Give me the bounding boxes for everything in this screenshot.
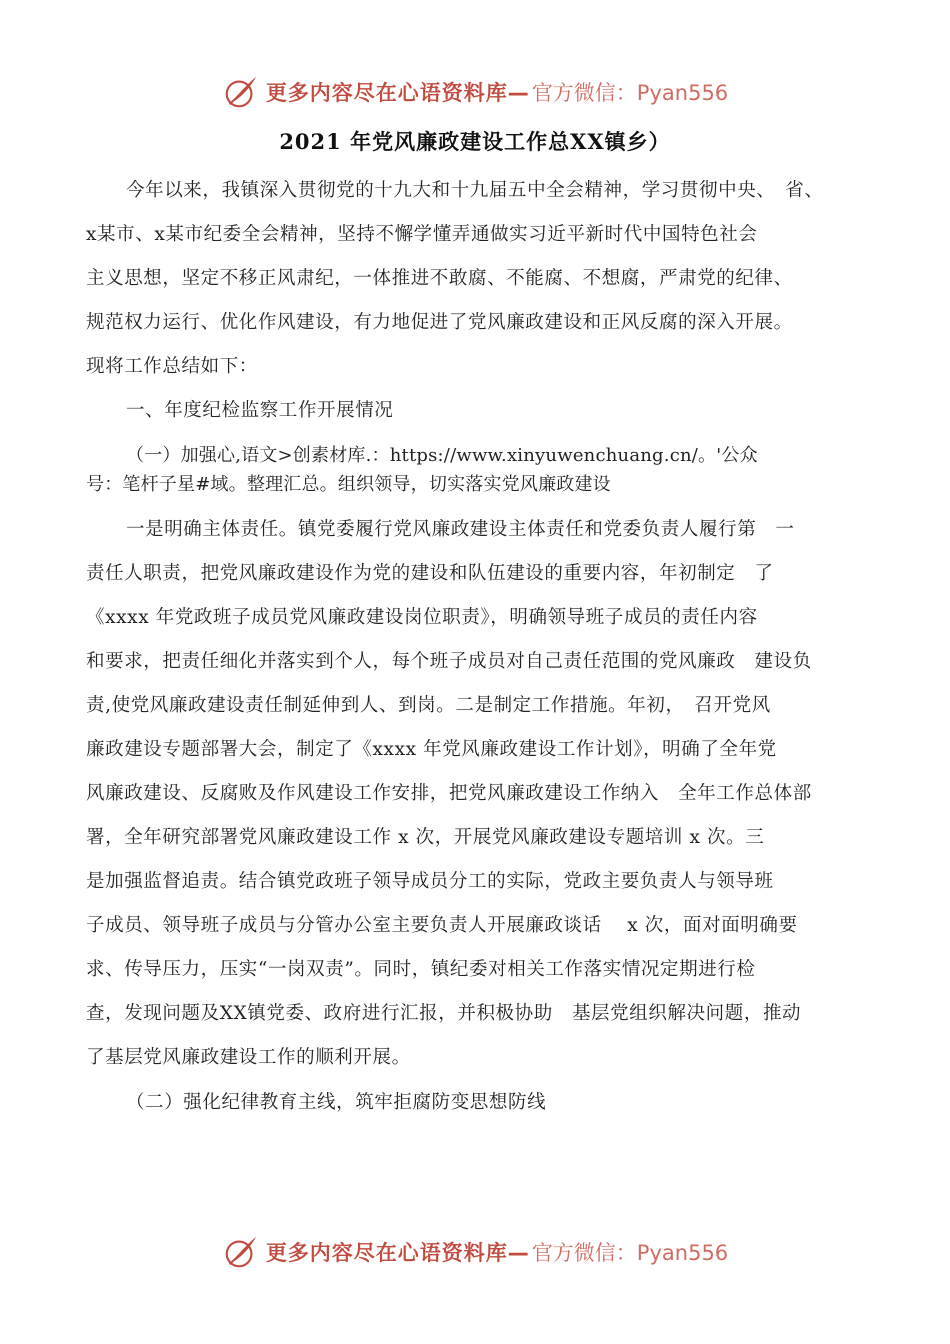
paragraph-line: 了基层党风廉政建设工作的顺利开展。 [86,1047,411,1068]
watermark-banner-top [0,72,950,112]
paragraph-line: 《xxxx 年党政班子成员党风廉政建设岗位职责》，明确领导班子成员的责任内容 [86,607,758,628]
paragraph-line: 主义思想，坚定不移正风肃纪，一体推进不敢腐、不能腐、不想腐，严肃党的纪律、 [86,268,793,289]
paragraph-line: 和要求，把责任细化并落实到个人，每个班子成员对自己责任范围的党风廉政 建设负 [86,651,812,672]
paragraph-line: 今年以来，我镇深入贯彻党的十九大和十九届五中全会精神，学习贯彻中央、 省、 [126,180,824,201]
subsection-heading: （二）强化纪律教育主线，筑牢拒腐防变思想防线 [126,1092,547,1113]
watermark-wechat-text: 官方微信：Pyan556 [531,1241,729,1265]
paragraph-line: 廉政建设专题部署大会，制定了《xxxx 年党风廉政建设工作计划》，明确了全年党 [86,739,777,760]
paragraph-line: 子成员、领导班子成员与分管办公室主要负责人开展廉政谈话 x 次，面对面明确要 [86,915,798,936]
paragraph-line: x某市、x某市纪委全会精神，坚持不懈学懂弄通做实习近平新时代中国特色社会 [86,224,758,245]
quill-logo-icon [222,1233,260,1271]
paragraph-line: 现将工作总结如下： [86,356,258,377]
paragraph-line: 署，全年研究部署党风廉政建设工作 x 次，开展党风廉政建设专题培训 x 次。三 [86,827,765,848]
paragraph-line: 一是明确主体责任。镇党委履行党风廉政建设主体责任和党委负责人履行第 一 [126,519,795,540]
paragraph-line: 责任人职责，把党风廉政建设作为党的建设和队伍建设的重要内容，年初制定 了 [86,563,774,584]
paragraph-line: 求、传导压力，压实“一岗双责”。同时，镇纪委对相关工作落实情况定期进行检 [86,959,756,980]
section-heading: 一、年度纪检监察工作开展情况 [126,400,394,421]
paragraph-line: 规范权力运行、优化作风建设，有力地促进了党风廉政建设和正风反腐的深入开展。 [86,312,793,333]
subsection-heading: （一）加强心,语文>创素材库.：https://www.xinyuwenchuang.cn/。'公众 [126,445,758,466]
quill-logo-icon [222,73,260,111]
paragraph-line: 查，发现问题及XX镇党委、政府进行汇报，并积极协助 基层党组织解决问题，推动 [86,1003,802,1024]
paragraph-line: 是加强监督追责。结合镇党政班子领导成员分工的实际，党政主要负责人与领导班 [86,871,774,892]
document-title: 2021 年党风廉政建设工作总XX镇乡） [279,129,671,154]
watermark-banner-bottom [0,1232,950,1272]
watermark-wechat-text: 官方微信：Pyan556 [531,81,729,105]
subsection-heading-continued: 号：笔杆子星#域。整理汇总。组织领导，切实落实党风廉政建设 [86,474,611,495]
watermark-brand-text: 更多内容尽在心语资料库— [265,1241,530,1265]
paragraph-line: 责,使党风廉政建设责任制延伸到人、到岗。二是制定工作措施。年初， 召开党风 [86,695,771,716]
watermark-brand-text: 更多内容尽在心语资料库— [265,81,530,105]
paragraph-line: 风廉政建设、反腐败及作风建设工作安排，把党风廉政建设工作纳入 全年工作总体部 [86,783,812,804]
